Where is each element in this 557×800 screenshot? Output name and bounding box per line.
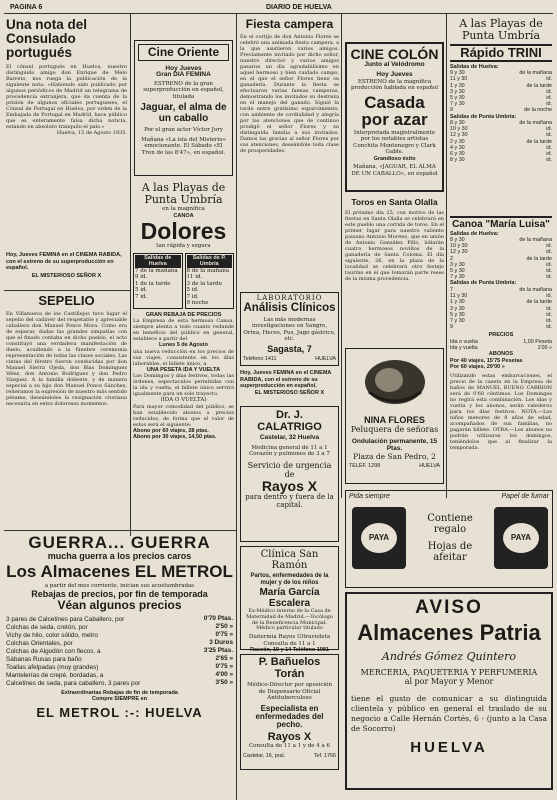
ad-line: Diatermia Rayos Ultravioleta bbox=[248, 634, 331, 641]
ad-line: regalo bbox=[433, 524, 467, 535]
schedule-period: id. bbox=[546, 94, 552, 101]
item-price: 0'75 » bbox=[215, 662, 233, 670]
schedule-time: 5 y 30 bbox=[450, 268, 465, 275]
ad-line: Grandioso éxito bbox=[373, 155, 416, 162]
schedule-time: 12 y 30 bbox=[450, 132, 468, 139]
schedule-time: 1 y 30 bbox=[450, 299, 465, 306]
ad-line: ESTRENO de la magnífica producción hablada en español bbox=[350, 78, 438, 92]
item-label: Colchas de seda, cretón, por bbox=[6, 623, 88, 631]
schedule-period: id. bbox=[546, 76, 552, 83]
schedule-time: 5 y 30 bbox=[450, 94, 465, 101]
schedule-period: de la tarde bbox=[526, 255, 552, 262]
item-price: 3 Duros bbox=[209, 638, 233, 646]
schedule-header: Salidas de Punta Umbría: bbox=[450, 280, 517, 287]
schedule-cell: 9 noche bbox=[186, 300, 209, 307]
schedule-period: id. bbox=[546, 144, 552, 151]
schedule-cell: 8 de la mañana bbox=[186, 267, 230, 274]
schedule-time: 10 y 30 bbox=[450, 243, 468, 250]
item-price: 0'75 » bbox=[215, 630, 233, 638]
ad-line: Médico-Director por oposición de Dispensario Oficial Antituberculoso bbox=[246, 682, 333, 702]
schedule-time: 7 y 30 bbox=[450, 317, 465, 324]
ad-line: Corazón y pulmones de 3 a 7 bbox=[249, 451, 330, 458]
ad-line: Interpretada magistralmente por los notables artistas Conchita Montenegro y Clark Gable. bbox=[353, 129, 436, 156]
schedule-cell: 3 de la tarde bbox=[186, 280, 222, 287]
schedule-time: 9 bbox=[450, 107, 453, 114]
schedule-time: 10 y 30 bbox=[450, 126, 468, 133]
ad-line: Contiene bbox=[427, 513, 473, 524]
price-row bbox=[6, 616, 233, 624]
ad-contact bbox=[243, 753, 336, 759]
schedule-period: de la noche bbox=[524, 107, 552, 114]
ad-paragraph: una nueva reducción en los precios de sus viajes, consistente en los días laborables, el billete único, a bbox=[133, 348, 234, 367]
price-value: 1'00 » bbox=[537, 345, 552, 352]
ad-line: Véan algunos precios bbox=[57, 598, 182, 613]
item-label: Colchas de Algodón con flecos, a bbox=[6, 647, 101, 655]
ad-title: NINA FLORES bbox=[364, 415, 425, 425]
ad-address: Castelar, 32 Huelva bbox=[259, 434, 320, 442]
san-ramon-ad bbox=[240, 546, 339, 654]
schedule-period: de la mañana bbox=[519, 286, 552, 293]
femina-notice bbox=[6, 252, 127, 286]
schedule-period: id. bbox=[546, 305, 552, 312]
ad-line: Medicina general de 11 a 1 bbox=[251, 444, 328, 451]
nina-flores-ad bbox=[345, 348, 444, 484]
schedule-row bbox=[450, 324, 552, 330]
abonos-header: ABONOS bbox=[488, 351, 514, 358]
cine-oriente-ad bbox=[134, 40, 233, 176]
ad-line: Rayos X bbox=[267, 730, 312, 743]
schedule-period: id. bbox=[546, 324, 552, 331]
ad-phone: Teléfono 1411 bbox=[243, 356, 277, 362]
ad-line: en la magnífica bbox=[162, 206, 205, 212]
ad-line: Hojas de bbox=[427, 541, 473, 552]
schedule-header: Salidas de Huelva bbox=[135, 255, 181, 268]
item-price: 2'65 » bbox=[215, 654, 233, 662]
item-label: Vichy de hilo, color sólido, metro bbox=[6, 631, 98, 639]
ad-line: CANOA bbox=[173, 212, 194, 219]
schedule-cell: 7 id. bbox=[186, 293, 199, 300]
ad-city: HUELVA bbox=[315, 356, 336, 362]
column-rule bbox=[446, 14, 447, 498]
ad-line: Peluquera de señoras bbox=[350, 425, 439, 435]
price-row bbox=[6, 680, 233, 688]
schedule-time: 9 y 30 bbox=[450, 70, 465, 77]
ad-line: a partir del mes corriente, inician sus acostumbradas bbox=[44, 583, 195, 590]
article-title: SEPELIO bbox=[38, 293, 95, 308]
ad-line: Compre SIEMPRE en bbox=[91, 696, 147, 703]
ad-paragraph: La Empresa de esta hermosa Canoa, siempre atenta a todo cuanto redunde en beneficio del público en general, establece a partir del bbox=[133, 318, 234, 343]
schedule-period: id. bbox=[546, 101, 552, 108]
dolores-ad bbox=[133, 182, 234, 526]
ad-address: Plaza de San Pedro, 2 bbox=[353, 452, 436, 462]
article-title: Toros en Santa Olalla bbox=[351, 197, 438, 207]
hairdresser-illustration bbox=[349, 352, 441, 410]
store-footer: EL METROL :-: HUELVA bbox=[36, 704, 203, 720]
schedule-time: 6 y 30 bbox=[450, 151, 465, 158]
schedule-period: de la mañana bbox=[519, 120, 552, 127]
abono-line: Por 60 viajes, 29'00 » bbox=[450, 364, 505, 371]
ad-phone: Tef. 1766 bbox=[313, 752, 336, 759]
ad-line: Gran DIA FEMINA bbox=[156, 71, 211, 79]
owner-name: Andrés Gómez Quintero bbox=[381, 650, 517, 664]
ad-city: HUELVA bbox=[410, 739, 488, 757]
schedule-time: 5 y 30 bbox=[450, 311, 465, 318]
ad-paragraph: tiene el gusto de comunicar a su distinguida clientela y público en general el traslado de su negocio a Calle Hernán Cortés, 6 - (junto a la Casa de Socorro) bbox=[351, 694, 547, 734]
price-label: Ida y vuelta bbox=[450, 345, 478, 352]
schedule-period: de la mañana bbox=[519, 237, 552, 243]
article-body: El próximo día 25, con motivo de las fiestas en Santa Olalla se celebrará en este pueblo una corrida de toros. En el primer lugar para nuestro valiente paisano Antonio Moreno, que en unión de Antonio González Pillo, lidiarán cuatro hermosos novillos de la ganadería de Santa Coloma. El día siguiente, 26, en la plaza de la localidad se celebrará otro festejo taurino en el que tomarán parte reses de la misma procedencia. bbox=[345, 209, 444, 282]
fiesta-article bbox=[240, 18, 339, 286]
schedule-column bbox=[185, 253, 235, 309]
newspaper-page bbox=[4, 2, 553, 798]
schedule-time: 4 y 30 bbox=[450, 144, 465, 151]
ad-date: Lunes 5 de Agosto bbox=[159, 342, 208, 349]
ad-line: Partos, enfermedades de la mujer y de los niños bbox=[250, 573, 329, 586]
ad-line: Por el gran actor Víctor Jory bbox=[144, 127, 223, 134]
schedule-header: Salidas de Huelva: bbox=[450, 230, 499, 237]
ad-contact bbox=[243, 356, 336, 362]
paper-name: DIARIO DE HUELVA bbox=[266, 4, 332, 11]
ad-line: Rebajas de precios, por fin de temporada bbox=[31, 588, 208, 599]
ad-address: Rascón, 19 y 14 Teléfono 1981 bbox=[249, 647, 330, 654]
schedule-cell: 7 id. bbox=[135, 293, 148, 300]
ad-paragraph: (IDA O VUELTA) bbox=[160, 397, 207, 404]
schedule-period: de la tarde bbox=[526, 138, 552, 145]
item-label: Mantelerías de crepé, bordadas, a bbox=[6, 671, 104, 679]
price-row bbox=[6, 624, 233, 632]
ad-subtitle: GRAN REBAJA DE PRECIOS bbox=[145, 311, 222, 318]
ad-line: Extraordinarias Rebajas de fin de temporada bbox=[61, 689, 178, 696]
price-row bbox=[6, 640, 233, 648]
ad-contact bbox=[349, 463, 440, 469]
ad-title: Clínica San Ramón bbox=[260, 549, 319, 571]
store-name: Los Almacenes EL METROL bbox=[6, 562, 233, 582]
schedule-time: 7 y 30 bbox=[450, 101, 465, 108]
ad-line: Especialista en enfermedades del pecho. bbox=[255, 703, 324, 730]
article-title: Una nota del Consulado portugués bbox=[6, 17, 88, 61]
ad-line: A las Playas de Punta Umbría bbox=[141, 181, 226, 206]
schedule-time: 3 y 30 bbox=[450, 305, 465, 312]
schedule-time: 9 bbox=[450, 324, 453, 331]
column-rule bbox=[236, 14, 237, 800]
doctor-name: P. Bañuelos Torán bbox=[258, 656, 321, 680]
ad-line: Ondulación permanente, 15 Ptas. bbox=[351, 438, 438, 452]
ad-line: Servicio de urgencia de bbox=[247, 460, 332, 479]
schedule-cell: 7 de la mañana bbox=[135, 267, 178, 274]
consulado-article bbox=[6, 18, 127, 262]
ad-headline: GUERRA... GUERRA bbox=[28, 533, 211, 552]
price-value: 1,00 Peseta bbox=[523, 338, 552, 345]
ad-line: A las Playas de bbox=[459, 17, 543, 30]
schedule-period: id. bbox=[546, 126, 552, 133]
ad-title: Análisis Clínicos bbox=[243, 301, 336, 314]
ad-line: Rayos X bbox=[261, 477, 318, 494]
ad-headline: AVISO bbox=[415, 597, 483, 618]
ad-line: afeitar bbox=[433, 552, 467, 563]
price-row bbox=[6, 664, 233, 672]
item-label: Calcetines de seda, para caballero, 3 pares por bbox=[6, 679, 141, 687]
laboratorio-ad bbox=[240, 292, 339, 366]
maria-luisa-ad bbox=[450, 216, 552, 486]
price-row bbox=[6, 648, 233, 656]
article-body: En Villanueva de los Castillejos tuvo lugar el sepelio del cadáver del respetable y apreciable caballero don Manuel Ponce Mora. Como era de esperar, dadas las grandes simpatías con que el finado contaba en dicho pueblo, el acto constituyó una verdadera manifestación de duelo, acudiendo a la fúnebre ceremonia representación de todas las clases sociales. Las cintas del féretro fueron conducidas por don Manuel Sierra Ojeda, don Blas Domínguez Vélez, don Antonio Rodríguez y don Pedro Vázquez. A la familia doliente, y de manera especial a su hijo don Manuel Ponce Sánchez, reiteramos la expresión de nuestro más sentido pésame, deseándoles la resignación cristiana necesaria en estos dolorosos momentos. bbox=[6, 310, 127, 407]
schedule-table bbox=[133, 253, 234, 309]
ad-address: Castelar, 16, pral. bbox=[243, 752, 286, 759]
schedule-period: id. bbox=[546, 132, 552, 139]
schedule-time: 11 y 30 bbox=[450, 76, 468, 83]
femina-notice-2 bbox=[240, 370, 339, 402]
schedule-column bbox=[133, 253, 183, 309]
article-title: Fiesta campera bbox=[245, 17, 334, 31]
schedule-period: id. bbox=[546, 243, 552, 250]
ad-line: Consulta de 11 a 1 bbox=[263, 640, 316, 647]
schedule-list bbox=[450, 287, 552, 330]
aviso-ad bbox=[345, 592, 553, 790]
price-row bbox=[6, 656, 233, 664]
ad-line: Ex-Médico interno de la Casa de Maternidad de Madrid.—Tocólogo de la Beneficencia Municipal. Médico particular titulado bbox=[246, 608, 333, 632]
boat-name: Dolores bbox=[140, 218, 227, 244]
ad-city: HUELVA bbox=[419, 463, 440, 470]
schedule-cell: 9 id. bbox=[135, 274, 148, 281]
schedule-time: 7 y 30 bbox=[450, 274, 465, 281]
ad-line: mucha guerra a los precios caros bbox=[47, 550, 192, 561]
ad-phone: TELÉF. 1298 bbox=[349, 463, 381, 470]
price-label: Ida o vuelta bbox=[450, 338, 478, 345]
schedule-row bbox=[450, 157, 552, 163]
ad-line: Consulta de 11 a 1 y de 4 a 6 bbox=[248, 743, 331, 750]
ad-title: Dr. J. CALATRIGO bbox=[257, 409, 322, 433]
schedule-time: 2 y 30 bbox=[450, 138, 465, 145]
schedule-cell: 5 id. bbox=[135, 287, 148, 294]
schedule-period: id. bbox=[546, 293, 552, 300]
schedule-time: 7 bbox=[450, 286, 453, 293]
article-sign: Huelva, 15 de Agosto 1935. bbox=[56, 129, 127, 136]
ad-line: Mañana, «JAGUAR, EL ALMA DE UN CABALLO», en español bbox=[351, 164, 438, 177]
calatrigo-ad bbox=[240, 406, 339, 542]
schedule-time: 11 y 30 bbox=[450, 293, 468, 300]
item-label: Toallas afelpadas (muy grandes) bbox=[6, 663, 99, 671]
column-rule bbox=[341, 14, 342, 498]
schedule-cell: 11 id. bbox=[186, 274, 203, 281]
schedule-period: id. bbox=[546, 249, 552, 256]
store-name: Almacenes Patria bbox=[357, 619, 541, 645]
schedule-period: id. bbox=[546, 151, 552, 158]
ad-line: Pida siempre bbox=[349, 493, 390, 500]
schedule-time: 8 y 30 bbox=[450, 237, 465, 243]
schedule-period: id. bbox=[546, 261, 552, 268]
sepelio-article bbox=[6, 294, 127, 530]
schedule-period: id. bbox=[546, 317, 552, 324]
ad-paragraph: Para mayor comodidad del público, se han establecido abonos a precios reducidos, de forma que el valor de estos será el siguiente: bbox=[133, 403, 234, 428]
price-list bbox=[6, 616, 233, 688]
notice-tail: EL MISTERIOSO SEÑOR X bbox=[254, 389, 325, 396]
papel-ad bbox=[345, 490, 553, 588]
ad-paragraph: Los Domingos y días festivos, todas las órdenes, espectaculos permitidas con la ida y vuelta, el billete único servirá igualmente para un solo trayecto. bbox=[133, 373, 234, 398]
notice-text: Hoy, Jueves FEMINA en el CINEMA RABIDA, con el estreno de su superproducción en español, bbox=[240, 370, 332, 389]
film-title: Jaguar, el alma de un caballo bbox=[140, 102, 227, 124]
ad-line: Hoy Jueves bbox=[376, 71, 413, 79]
schedule-period: id. bbox=[546, 268, 552, 275]
price-row bbox=[6, 672, 233, 680]
schedule-period: id. bbox=[546, 311, 552, 318]
schedule-time: 8 y 30 bbox=[450, 120, 465, 127]
paper-packet-right bbox=[494, 507, 548, 569]
metrol-ad bbox=[6, 534, 233, 796]
ad-line: tan rápida y segura bbox=[156, 243, 211, 250]
ad-line: MERCERIA, PAQUETERIA Y PERFUMERIA bbox=[360, 668, 538, 678]
ad-line: Junto al Velódromo bbox=[364, 60, 425, 68]
schedule-time: 1 y 30 bbox=[450, 82, 465, 89]
cine-colon-ad bbox=[345, 42, 444, 192]
schedule-time: 2 bbox=[450, 255, 453, 262]
item-label: Colchas Orientales, por bbox=[6, 639, 73, 647]
schedule-header: Salidas de Punta Umbría: bbox=[450, 113, 517, 120]
notice-tail: EL MISTERIOSO SEÑOR X bbox=[31, 272, 102, 279]
ad-address: Sagasta, 7 bbox=[267, 343, 312, 354]
ad-title: Cine Oriente bbox=[138, 44, 229, 61]
ad-headline bbox=[349, 494, 549, 500]
page-number: PAGINA 6 bbox=[10, 4, 43, 11]
abono-line: Por 40 viajes, 15'75 Pesetas bbox=[450, 357, 523, 364]
column-rule bbox=[130, 14, 131, 536]
price-row bbox=[6, 632, 233, 640]
ad-price-line: Abono por 30 viajes, 14,50 ptas. bbox=[133, 434, 217, 441]
item-label: Sábanas Rusas para baño bbox=[6, 655, 82, 663]
schedule-cell: 5 id. bbox=[186, 287, 199, 294]
section-rule bbox=[4, 290, 130, 291]
ad-line: Las más modernas investigaciones en Sangre, Orina, Heces, Pus, Jugo gástrico, etc. bbox=[243, 316, 336, 343]
item-label: 3 pares de Calcetines para Caballero, por bbox=[6, 615, 125, 623]
ad-center-text bbox=[410, 513, 490, 563]
schedule-list bbox=[450, 70, 552, 113]
ad-line: Papel de fumar bbox=[501, 493, 549, 500]
trini-ad bbox=[450, 18, 552, 214]
schedule-time: 3 y 30 bbox=[450, 88, 465, 95]
ad-price: UNA PESETA IDA Y VUELTA bbox=[146, 366, 221, 373]
schedule-period: de la tarde bbox=[526, 82, 552, 89]
boat-name: Rápido TRINI bbox=[450, 44, 552, 62]
ad-line: Mañana «La isla del Misterio» emocionante. El Sábado «El Tren de las 8'47», en español. bbox=[141, 136, 226, 156]
section-rule bbox=[4, 530, 236, 531]
schedule-period: de la mañana bbox=[519, 70, 552, 77]
item-price: 4'00 » bbox=[215, 670, 233, 678]
ad-line: Punta Umbría bbox=[461, 29, 541, 42]
boat-name: Canoa "María Luisa" bbox=[452, 219, 550, 230]
ad-title: CINE COLÓN bbox=[350, 46, 439, 62]
schedule-period: de la tarde bbox=[526, 299, 552, 306]
schedule-period: id. bbox=[546, 88, 552, 95]
paper-packet-left bbox=[352, 507, 406, 569]
schedule-time: 8 y 30 bbox=[450, 157, 465, 164]
ad-line: al por Mayor y Menor bbox=[404, 677, 494, 687]
page-header bbox=[4, 2, 553, 14]
item-price: 3'50 » bbox=[215, 678, 233, 686]
schedule-list bbox=[450, 237, 552, 280]
toros-article bbox=[345, 198, 444, 344]
brand-logo: PAYA bbox=[368, 533, 390, 542]
ad-line: para dentro y fuera de la capital. bbox=[245, 493, 334, 510]
schedule-period: id. bbox=[546, 274, 552, 281]
banuelos-ad bbox=[240, 654, 339, 770]
ad-paragraph: Utilizando estas embarcaciones, el precio de la caseta en la Empresa de baños de MANUEL BUENO CARRION será de 0'60 céntimos. Los Domingos no regirá esta combinación. Los idas y vuelta y los abonos, serán valederos para los días festivos. NOTA.—Los niños menores de 8 años de edad, acompañados de sus familias, no pagarán billete. OTRA.—Los abonos no podrán utilizarse los domingos, teniéndolos que al finalizar la temporada. bbox=[450, 372, 552, 451]
article-body: En el cortijo de don Antonio Flores se celebró una animada fiesta campera, a la que asistieron varios amigos. Previamente invitado por dicho señor, nuestro director y varios amigos pasaron un día agradabilísimo en aquel hermoso y bien cuidado campo, en el que el señor Flores tiene su ganadería. Durante la fiesta se efectuaron varias faenas camperas, demostrando los invitados su destreza en el manejo del ganado. Siguió la tarde entre gratísimo esparcimiento, con ambiente de cordialidad y alegría por las atenciones que de continuo prodigó el señor Flores y su distinguida familia a sus invitados. Damos las gracias al señor Flores por sus atenciones, deseándole toda clase de prosperidades. bbox=[240, 33, 339, 154]
brand-logo: PAYA bbox=[510, 533, 532, 542]
schedule-time: 12 y 30 bbox=[450, 249, 468, 256]
film-title: Casada por azar bbox=[361, 92, 428, 129]
item-price: 2'50 » bbox=[215, 622, 233, 630]
schedule-header: Salidas de P. Umbría bbox=[187, 255, 233, 268]
schedule-period: id. bbox=[546, 157, 552, 164]
ad-line: Hoy Jueves bbox=[165, 64, 202, 72]
item-price: 3'25 Ptas. bbox=[203, 646, 233, 654]
ad-line: ESTRENO de la gran superproducción en español, titulada bbox=[143, 80, 224, 100]
schedule-header: Salidas de Huelva: bbox=[450, 63, 499, 70]
schedule-cell: 1 de la tarde bbox=[135, 280, 171, 287]
doctor-name: María García Escalera bbox=[259, 587, 320, 609]
schedule-time: 3 y 30 bbox=[450, 261, 465, 268]
schedule-list bbox=[450, 120, 552, 163]
article-body: El cónsul portugués en Huelva, nuestro distinguido amigo don Enrique de Melo Barreto, nos ruega la publicación de la siguiente nota: «Habiendo sido publicado por algunos periódicos de Madrid un telegrama de procedencia extranjera, que da cuenta de la prisión de algunos oficiales portugueses, el Cónsul de Portugal en Huelva, por orden de la Embajada de Portugal en Madrid, hace público que es enteramente falsa dicha noticia, estando en absoluto tranquilo el país.» bbox=[6, 63, 127, 130]
ad-line: LABORATORIO bbox=[256, 294, 323, 302]
prices-header: PRECIOS bbox=[488, 332, 514, 339]
ad-price-line: Abono por 60 viajes, 28 ptas. bbox=[133, 427, 209, 434]
item-price: 0'70 Ptas. bbox=[203, 614, 233, 622]
notice-text: Hoy, Jueves FEMINA en el CINEMA RABIDA, con el estreno de su superproducción en español. bbox=[6, 252, 122, 271]
